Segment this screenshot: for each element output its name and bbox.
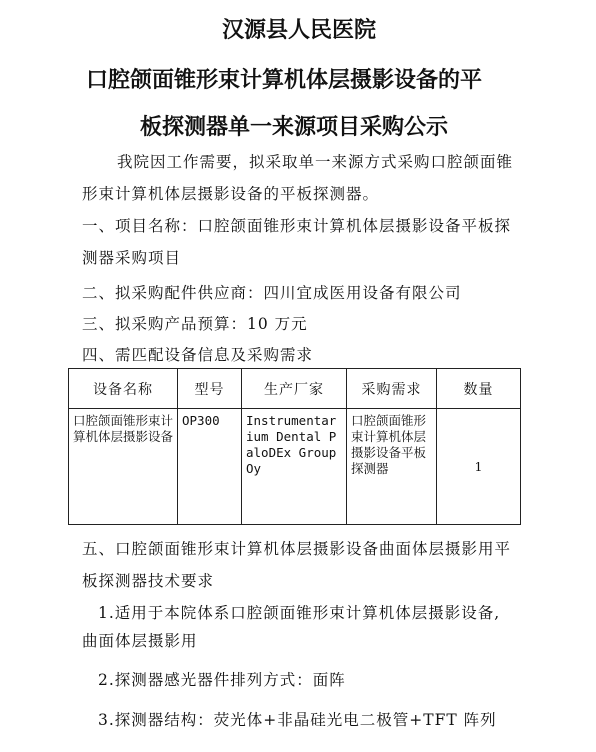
intro-line1: 我院因工作需要，拟采取单一来源方式采购口腔颌面锥 bbox=[117, 153, 514, 171]
notice-title-line2: 板探测器单一来源项目采购公示 bbox=[140, 115, 449, 140]
requirement-1-line1: 1.适用于本院体系口腔颌面锥形束计算机体层摄影设备, bbox=[98, 604, 501, 622]
table-header-row bbox=[69, 369, 521, 409]
header-requirement: 采购需求 bbox=[347, 369, 437, 409]
section-5-line2: 板探测器技术要求 bbox=[82, 572, 215, 590]
intro-line2: 形束计算机体层摄影设备的平板探测器。 bbox=[82, 185, 380, 203]
requirement-2: 2.探测器感光器件排列方式：面阵 bbox=[98, 671, 346, 689]
header-manufacturer: 生产厂家 bbox=[242, 369, 347, 409]
cell-requirement: 口腔颌面锥形束计算机体层摄影设备平板探测器 bbox=[347, 409, 437, 525]
section-5-line1: 五、口腔颌面锥形束计算机体层摄影设备曲面体层摄影用平 bbox=[82, 540, 512, 558]
equipment-table bbox=[68, 368, 521, 525]
section-1-line2: 测器采购项目 bbox=[82, 249, 182, 267]
header-model: 型号 bbox=[178, 369, 242, 409]
cell-manufacturer: Instrumentarium Dental PaloDEx Group Oy bbox=[242, 409, 347, 525]
header-device-name: 设备名称 bbox=[69, 369, 178, 409]
section-3: 三、拟采购产品预算：10 万元 bbox=[82, 315, 308, 333]
section-2: 二、拟采购配件供应商：四川宜成医用设备有限公司 bbox=[82, 284, 462, 302]
cell-device-name: 口腔颌面锥形束计算机体层摄影设备 bbox=[69, 409, 178, 525]
requirement-3: 3.探测器结构：荧光体+非晶硅光电二极管+TFT 阵列 bbox=[98, 711, 497, 729]
header-quantity: 数量 bbox=[437, 369, 521, 409]
cell-model: OP300 bbox=[178, 409, 242, 525]
table-row bbox=[69, 409, 521, 525]
requirement-1-line2: 曲面体层摄影用 bbox=[82, 632, 198, 650]
hospital-title: 汉源县人民医院 bbox=[222, 18, 377, 43]
cell-quantity: 1 bbox=[437, 409, 521, 525]
section-4: 四、需匹配设备信息及采购需求 bbox=[82, 346, 314, 364]
section-1-line1: 一、项目名称：口腔颌面锥形束计算机体层摄影设备平板探 bbox=[82, 217, 512, 235]
notice-title-line1: 口腔颌面锥形束计算机体层摄影设备的平 bbox=[86, 68, 483, 93]
